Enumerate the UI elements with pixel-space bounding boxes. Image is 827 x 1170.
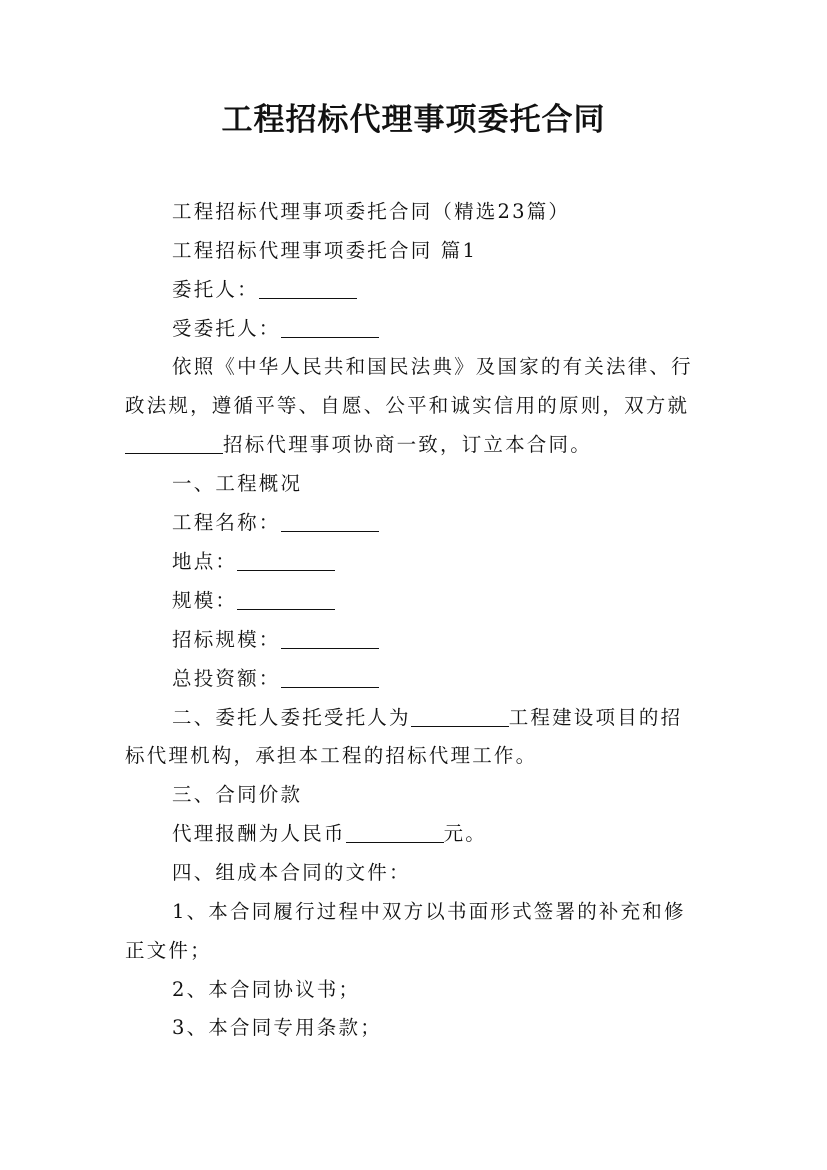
section2-line-1 <box>172 704 762 732</box>
intro-line-1: 依照《中华人民共和国民法典》及国家的有关法律、行 <box>172 355 693 378</box>
project-name-blank <box>281 511 379 532</box>
bidding-scale-field <box>172 626 762 654</box>
scale-blank <box>237 589 335 610</box>
intro-line-3-text: 招标代理事项协商一致，订立本合同。 <box>223 433 592 456</box>
fee-prefix: 代理报酬为人民币 <box>172 822 346 845</box>
part-heading: 工程招标代理事项委托合同 篇1 <box>172 239 478 262</box>
item2: 2、本合同协议书； <box>172 978 361 1001</box>
principal-field <box>172 276 762 304</box>
document-subtitle: 工程招标代理事项委托合同（精选23篇） <box>172 200 571 223</box>
item1-line-1: 1、本合同履行过程中双方以书面形式签署的补充和修 <box>172 900 686 923</box>
section2-line-2: 标代理机构，承担本工程的招标代理工作。 <box>125 744 538 767</box>
principal-blank <box>259 278 357 299</box>
total-investment-blank <box>281 667 379 688</box>
section4-heading: 四、组成本合同的文件： <box>172 861 411 884</box>
bidding-scale-blank <box>281 628 379 649</box>
agent-label: 受委托人： <box>172 317 281 340</box>
agent-blank <box>281 317 379 338</box>
location-blank <box>237 550 335 571</box>
total-investment-field <box>172 665 762 693</box>
principal-label: 委托人： <box>172 278 259 301</box>
section2-blank <box>411 706 509 727</box>
intro-line-3 <box>125 431 715 459</box>
agent-field <box>172 315 762 343</box>
fee-line <box>172 820 762 848</box>
scale-label: 规模： <box>172 589 238 612</box>
item3: 3、本合同专用条款； <box>172 1016 382 1039</box>
location-label: 地点： <box>172 550 238 573</box>
fee-suffix: 元。 <box>443 822 488 845</box>
project-name-field <box>172 509 762 537</box>
section2-suffix: 工程建设项目的招 <box>508 706 683 729</box>
intro-line-2: 政法规，遵循平等、自愿、公平和诚实信用的原则，双方就 <box>125 394 690 417</box>
item1-line-2: 正文件； <box>125 939 212 962</box>
section1-heading: 一、工程概况 <box>172 472 303 495</box>
bidding-scale-label: 招标规模： <box>172 628 281 651</box>
total-investment-label: 总投资额： <box>172 667 281 690</box>
scale-field <box>172 587 762 615</box>
fee-blank <box>346 822 444 843</box>
location-field <box>172 548 762 576</box>
project-blank <box>125 433 223 454</box>
section3-heading: 三、合同价款 <box>172 783 303 806</box>
document-title: 工程招标代理事项委托合同 <box>221 102 606 138</box>
section2-prefix: 二、委托人委托受托人为 <box>172 706 411 729</box>
project-name-label: 工程名称： <box>172 511 281 534</box>
